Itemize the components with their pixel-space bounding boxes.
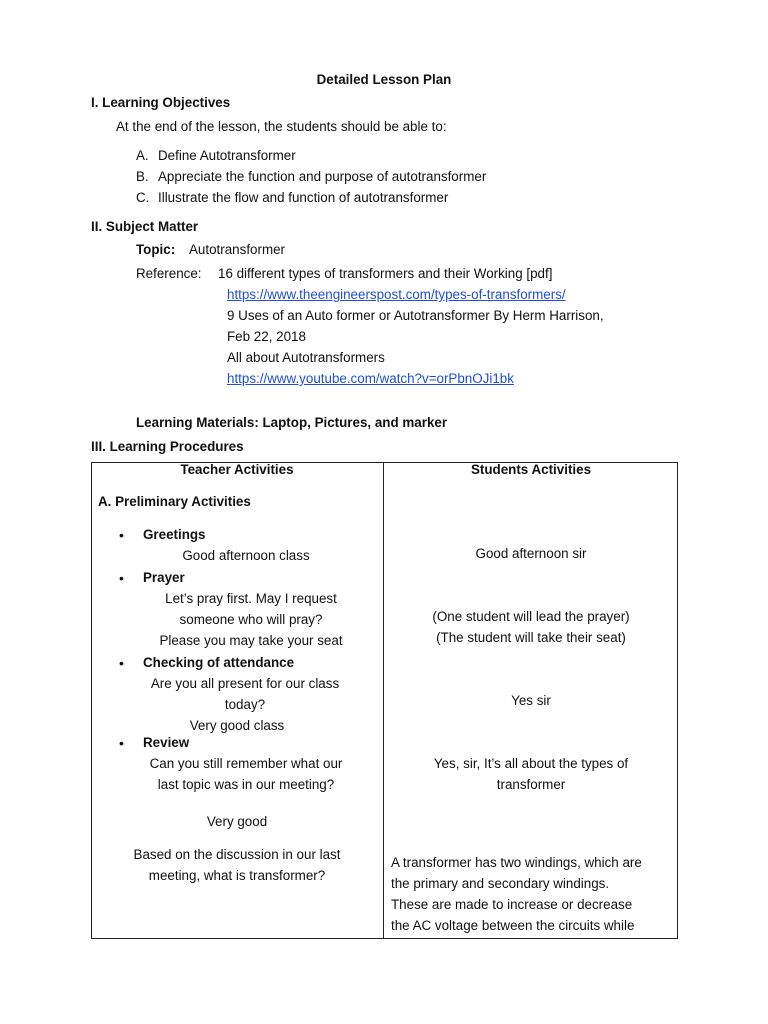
student-line: (The student will take their seat) bbox=[436, 630, 626, 645]
bullet-icon: • bbox=[119, 570, 124, 586]
reference-item: All about Autotransformers bbox=[227, 350, 385, 365]
table-header-teacher: Teacher Activities bbox=[180, 462, 294, 477]
objective-text: Define Autotransformer bbox=[158, 148, 296, 163]
teacher-line: Please you may take your seat bbox=[159, 633, 343, 648]
preliminary-activities-heading: A. Preliminary Activities bbox=[98, 494, 251, 509]
objectives-heading: I. Learning Objectives bbox=[91, 95, 231, 110]
reference-link[interactable]: https://www.theengineerspost.com/types-of-transformers/ bbox=[227, 287, 566, 302]
student-line: (One student will lead the prayer) bbox=[432, 609, 630, 624]
bullet-icon: • bbox=[119, 655, 124, 671]
student-answer-line: the primary and secondary windings. bbox=[391, 876, 610, 891]
bullet-icon: • bbox=[119, 735, 124, 751]
reference-item: 9 Uses of an Auto former or Autotransformer By Herm Harrison, bbox=[227, 308, 604, 323]
reference-item: Feb 22, 2018 bbox=[227, 329, 306, 344]
topic-label: Topic: bbox=[136, 242, 176, 257]
student-answer-line: the AC voltage between the circuits while bbox=[391, 918, 635, 933]
teacher-line: Very good bbox=[206, 814, 268, 829]
objective-marker: A. bbox=[136, 148, 149, 163]
teacher-line: Based on the discussion in our last bbox=[133, 847, 341, 862]
bullet-icon: • bbox=[119, 527, 124, 543]
student-line: transformer bbox=[496, 777, 566, 792]
activity-title-greetings: Greetings bbox=[143, 527, 206, 542]
activity-title-attendance: Checking of attendance bbox=[143, 655, 295, 670]
table-header-students: Students Activities bbox=[470, 462, 592, 477]
reference-label: Reference: bbox=[136, 266, 202, 281]
reference-item: 16 different types of transformers and their Working [pdf] bbox=[218, 266, 553, 281]
document-title: Detailed Lesson Plan bbox=[316, 72, 452, 87]
teacher-line: Good afternoon class bbox=[182, 548, 310, 563]
student-line: Yes sir bbox=[511, 693, 551, 708]
learning-materials: Learning Materials: Laptop, Pictures, and marker bbox=[136, 415, 448, 430]
objective-marker: B. bbox=[136, 169, 149, 184]
teacher-line: Can you still remember what our bbox=[149, 756, 343, 771]
student-line: Good afternoon sir bbox=[475, 546, 587, 561]
objective-text: Illustrate the flow and function of autotransformer bbox=[158, 190, 449, 205]
student-answer-line: A transformer has two windings, which are bbox=[391, 855, 642, 870]
objective-marker: C. bbox=[136, 190, 150, 205]
objective-text: Appreciate the function and purpose of autotransformer bbox=[158, 169, 487, 184]
subject-matter-heading: II. Subject Matter bbox=[91, 219, 199, 234]
teacher-line: today? bbox=[224, 697, 266, 712]
teacher-line: someone who will pray? bbox=[179, 612, 323, 627]
student-answer-line: These are made to increase or decrease bbox=[391, 897, 633, 912]
activity-title-review: Review bbox=[143, 735, 190, 750]
teacher-line: meeting, what is transformer? bbox=[148, 868, 326, 883]
procedures-heading: III. Learning Procedures bbox=[91, 439, 244, 454]
activity-title-prayer: Prayer bbox=[143, 570, 185, 585]
teacher-line: Let’s pray first. May I request bbox=[165, 591, 337, 606]
teacher-line: Very good class bbox=[189, 718, 285, 733]
objectives-intro: At the end of the lesson, the students should be able to: bbox=[116, 119, 447, 134]
topic-value: Autotransformer bbox=[189, 242, 286, 257]
reference-link[interactable]: https://www.youtube.com/watch?v=orPbnOJi1bk bbox=[227, 371, 514, 386]
student-line: Yes, sir, It’s all about the types of bbox=[433, 756, 629, 771]
teacher-line: Are you all present for our class bbox=[150, 676, 340, 691]
teacher-line: last topic was in our meeting? bbox=[157, 777, 335, 792]
